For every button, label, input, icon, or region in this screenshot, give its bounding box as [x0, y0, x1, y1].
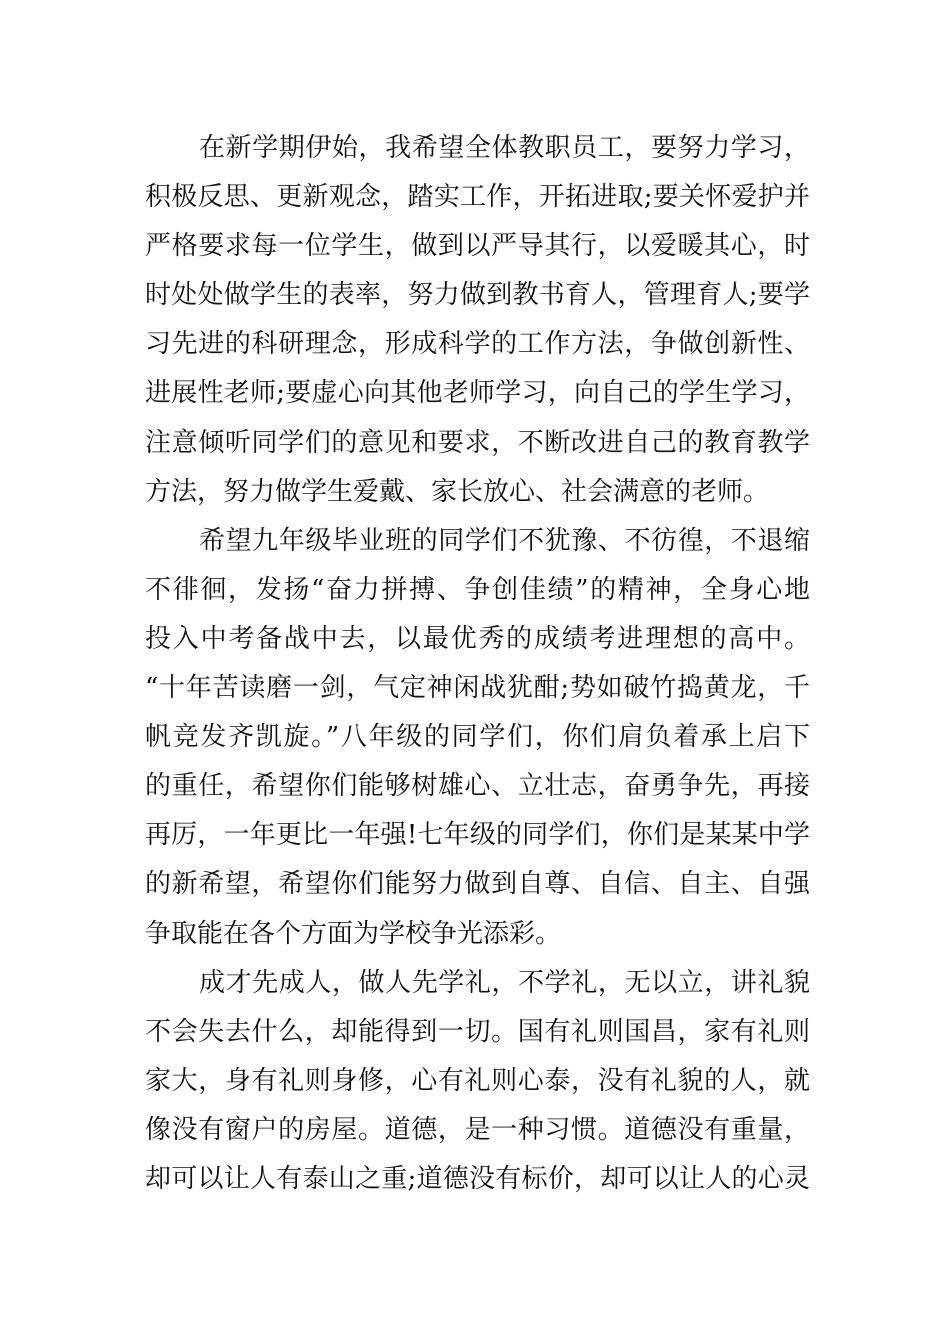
text-line: 进展性老师;要虚心向其他老师学习，向自己的学生学习，: [145, 378, 810, 409]
text-line: 帆竞发齐凯旋。”八年级的同学们，你们肩负着承上启下: [145, 722, 810, 753]
text-line: “十年苦读磨一剑，气定神闲战犹酣;势如破竹捣黄龙，千: [145, 673, 810, 704]
text-line: 争取能在各个方面为学校争光添彩。: [145, 918, 562, 949]
text-line: 不徘徊，发扬“奋力拼搏、争创佳绩”的精神，全身心地: [145, 574, 810, 605]
paragraph-2: [145, 517, 810, 959]
text-line: 方法，努力做学生爱戴、家长放心、社会满意的老师。: [145, 476, 770, 507]
text-line: 不会失去什么，却能得到一切。国有礼则国昌，家有礼则: [145, 1016, 810, 1047]
text-line: 注意倾听同学们的意见和要求，不断改进自己的教育教学: [145, 427, 810, 458]
text-line: 像没有窗户的房屋。道德，是一种习惯。道德没有重量，: [145, 1114, 810, 1145]
text-line: 在新学期伊始，我希望全体教职员工，要努力学习，: [199, 133, 810, 163]
text-line: 时处处做学生的表率，努力做到教书育人，管理育人;要学: [145, 280, 810, 311]
paragraph-3: [145, 959, 810, 1204]
text-line: 希望九年级毕业班的同学们不犹豫、不彷徨，不退缩: [199, 525, 810, 556]
paragraph-1: [145, 124, 810, 517]
text-line: 严格要求每一位学生，做到以严导其行，以爱暖其心，时: [145, 231, 810, 262]
text-line: 家大，身有礼则身修，心有礼则心泰，没有礼貌的人，就: [145, 1065, 810, 1096]
text-line: 却可以让人有泰山之重;道德没有标价，却可以让人的心灵: [145, 1163, 810, 1194]
text-line: 习先进的科研理念，形成科学的工作方法，争做创新性、: [145, 329, 810, 360]
text-line: 的新希望，希望你们能努力做到自尊、自信、自主、自强: [145, 869, 810, 900]
text-line: 积极反思、更新观念，踏实工作，开拓进取;要关怀爱护并: [145, 182, 810, 213]
text-line: 的重任，希望你们能够树雄心、立壮志，奋勇争先，再接: [145, 771, 810, 802]
text-line: 投入中考备战中去，以最优秀的成绩考进理想的高中。: [145, 623, 810, 654]
text-line: 再厉，一年更比一年强!七年级的同学们，你们是某某中学: [145, 820, 810, 851]
document-body: [145, 124, 810, 1204]
text-line: 成才先成人，做人先学礼，不学礼，无以立，讲礼貌: [199, 967, 810, 998]
